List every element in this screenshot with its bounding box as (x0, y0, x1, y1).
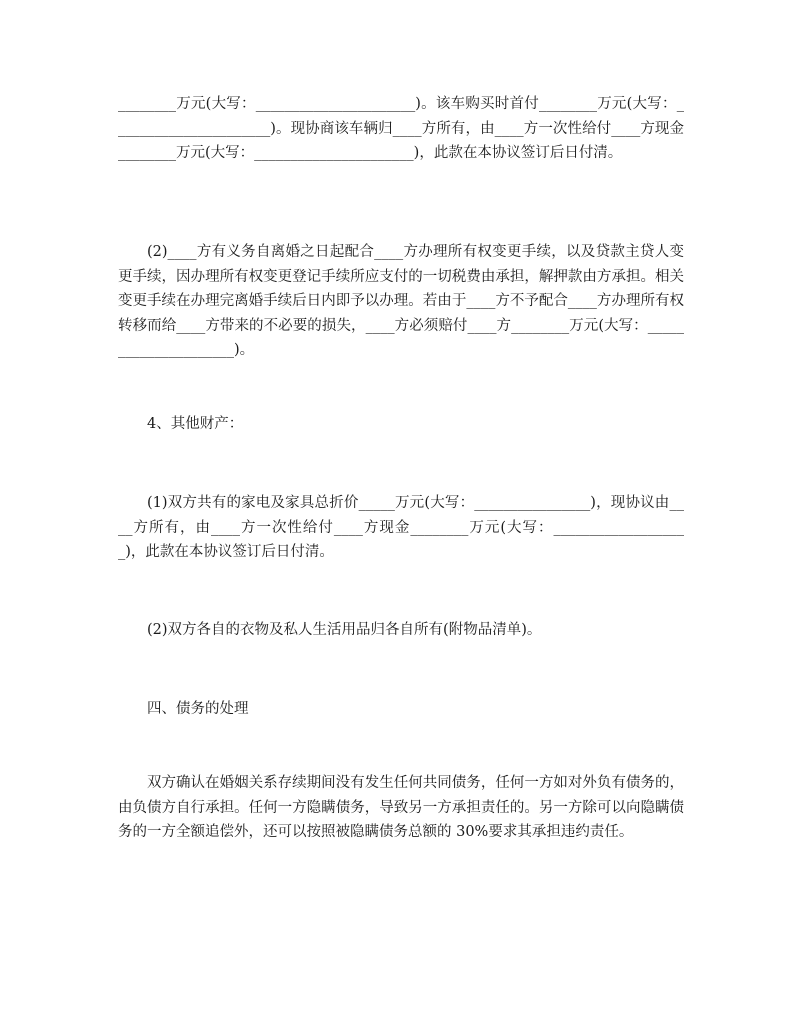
paragraph-personal-items: (2)双方各自的衣物及私人生活用品归各自所有(附物品清单)。 (147, 622, 542, 638)
paragraph-vehicle-transfer: (2)____方有义务自离婚之日起配合____方办理所有权变更手续，以及贷款主贷人变更手续，因办理所有权变更登记手续所应支付的一切税费由承担，解押款由方承担。相关变更手续在办理完离婚手续后日内即予以办理。若由于____方不予配合____方办理所有权转移而给____方带来的不必要的损失，____方必须赔付____方________万元(大写：_____________________)。 (118, 244, 684, 358)
paragraph-appliances: (1)双方共有的家电及家具总折价_____万元(大写：________________)，现协议由____方所有，由____方一次性给付____方现金________万元(大写：___________________)，此款在本协议签订后日付清。 (118, 495, 684, 560)
heading-other-property: 4、其他财产： (147, 416, 244, 432)
heading-debts: 四、债务的处理 (147, 701, 249, 717)
paragraph-vehicle-payment: ________万元(大写：______________________)。该车购买时首付________万元(大写：______________________)。现协商该车辆归____方所有，由____方一次性给付____方现金________万元(大写：______________________)，此款在本协议签订后日付清。 (118, 96, 684, 161)
paragraph-debts-body: 双方确认在婚姻关系存续期间没有发生任何共同债务，任何一方如对外负有债务的，由负债方自行承担。任何一方隐瞒债务，导致另一方承担责任的。另一方除可以向隐瞒债务的一方全额追偿外，还可以按照被隐瞒债务总额的 30%要求其承担违约责任。 (118, 775, 684, 840)
